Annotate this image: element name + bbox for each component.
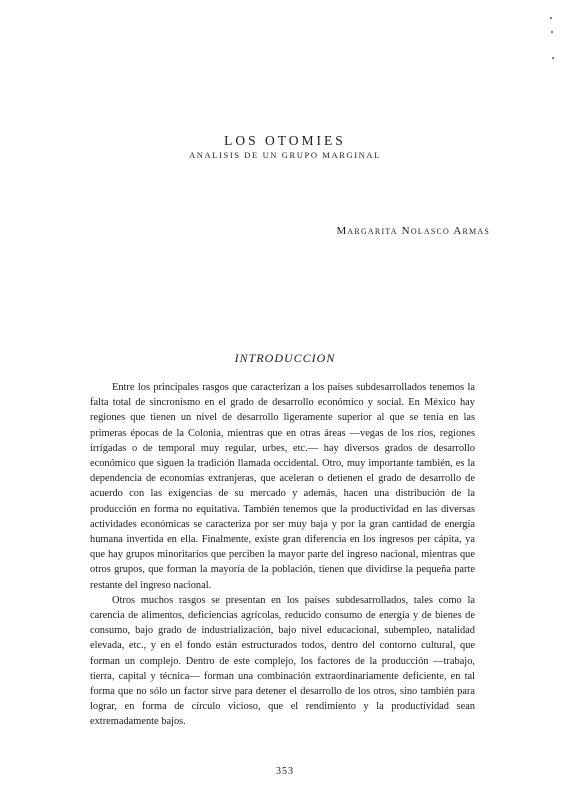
section-heading: INTRODUCCION <box>234 351 336 365</box>
author-name: Margarita Nolasco Armas <box>336 225 490 237</box>
paragraph: Otros muchos rasgos se presentan en los países subdesarrollados, tales como la carencia de alimentos, deficiencias agrícolas, reducido consumo de energía y de bienes de consumo, bajo grado de industrialización, bajo nivel educacional, subempleo, natalidad elevada, etc., y en el fondo están estructurados todos, dentro del contorno cultural, que forman un complejo. Dentro de este complejo, los factores de la producción —trabajo, tierra, capital y técnica— forman una combinación extraordinariamente deficiente, en tal forma que no sólo un factor sirve para detener el desarrollo de los otros, sino también para lograr, en forma de círculo vicioso, que el rendimiento y la productividad sean extremadamente bajos. <box>90 594 475 728</box>
corner-marks <box>540 10 560 70</box>
document-subtitle: ANALISIS DE UN GRUPO MARGINAL <box>189 150 381 160</box>
document-title: LOS OTOMIES <box>224 133 346 148</box>
paragraph: Entre los principales rasgos que caracterizan a los países subdesarrollados tenemos la falta total de sincronismo en el grado de desarrollo económico y social. En México hay regiones que tienen un nivel de desarrollo ligeramente superior al que se tenía en las primeras épocas de la Colonia, mientras que en otras áreas —vegas de los ríos, regiones irrigadas o de temporal muy regular, urbes, etc.— hay diversos grados de desarrollo económico que siguen la tradición llamada occidental. Otro, muy importante también, es la dependencia de economías extranjeras, que aceleran o detienen el grado de desarrollo de acuerdo con las exigencias de su mercado y además, hacen una distribución de la producción en forma no equitativa. También tenemos que la productividad en las diversas actividades económicas se caracteriza por ser muy baja y por la gran cantidad de energía humana invertida en ella. Finalmente, existe gran diferencia en los ingresos per cápita, ya que hay grupos minoritarios que perciben la mayor parte del ingreso nacional, mientras que otros grupos, que forman la mayoría de la población, tienen que dividirse la pequeña parte restante del ingreso nacional. <box>90 382 475 591</box>
page-number: 353 <box>276 766 294 777</box>
body-text <box>90 380 475 730</box>
